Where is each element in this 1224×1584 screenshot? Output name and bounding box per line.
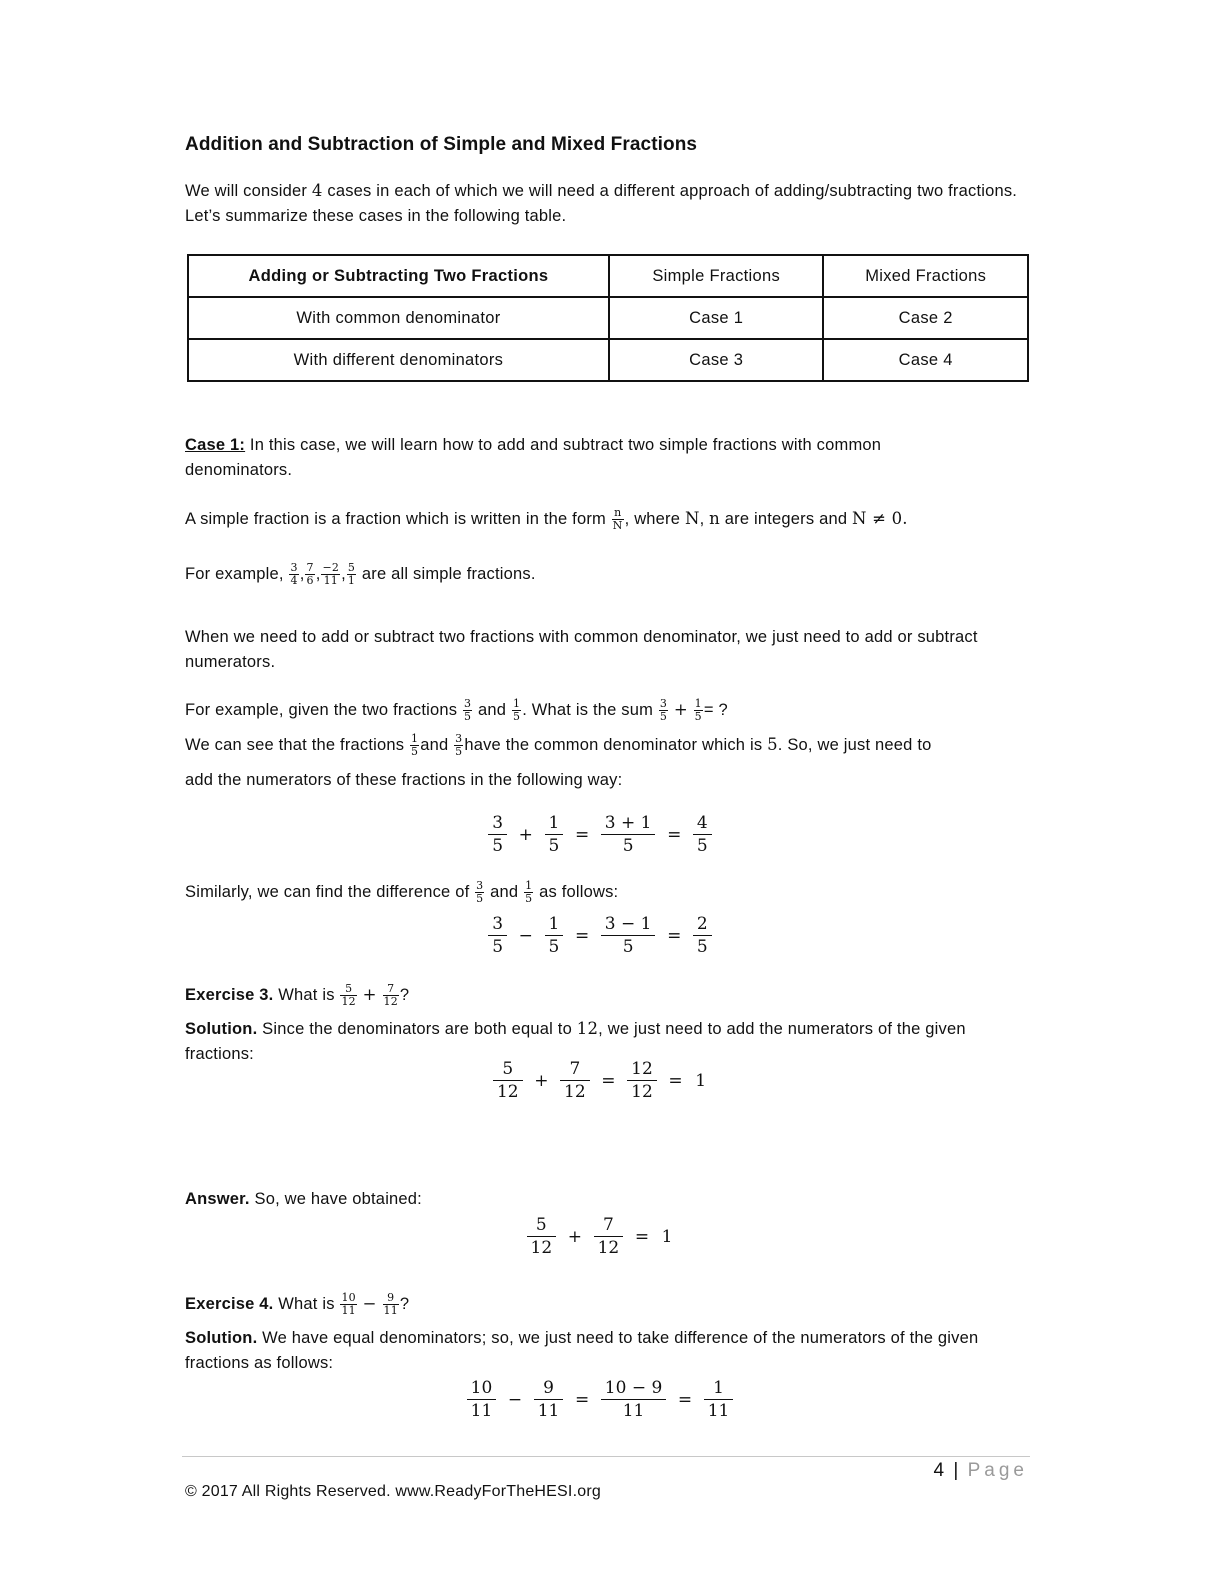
exercise3-solution: Solution. Since the denominators are both equal to 12, we just need to add the numerators of the given fractions: [185,1019,966,1063]
inline-fraction: $\frac{5}{12}$ [341,982,356,1009]
inline-fraction: $\frac{7}{12}$ [383,982,398,1009]
variable-n: n [709,509,720,528]
rule-paragraph: When we need to add or subtract two fractions with common denominator, we just need to add or subtract numerators. [185,628,978,671]
case1-label: Case 1: [185,436,246,454]
difference-paragraph: Similarly, we can find the difference of $\frac{3}{5}$ and $\frac{1}{5}$ as follows: [185,879,619,906]
inline-fraction: $\frac{1}{5}$ [512,697,521,724]
answer-paragraph: Answer. So, we have obtained: [185,1190,422,1208]
inline-fraction: $\frac{1}{5}$ [694,697,702,724]
definition-text-1: A simple fraction is a fraction which is written in the form [185,510,606,528]
page-number: 4 | Page [933,1460,1028,1481]
inline-fraction: $\frac{3}{5}$ [464,697,472,724]
inline-fraction: $\frac{7}{6}$ [306,561,314,588]
example1-prefix: For example, [185,565,284,583]
definition-paragraph [185,506,1035,532]
sum-equation: $\frac{3}{5}$ + $\frac{1}{5}$ = $\frac{3 + 1}{5}$ = $\frac{4}{5}$ [300,812,900,857]
exercise4-equation: $\frac{10}{11}$ − $\frac{9}{11}$ = $\frac{10 - 9}{11}$ = $\frac{1}{11}$ [300,1377,900,1422]
example2-line2: We can see that the fractions $\frac{1}{5}$ and $\frac{3}{5}$ have the common denominator which is 5. So, we just need to [185,732,932,759]
table-cell: With common denominator [188,297,609,339]
case1-paragraph [185,433,985,483]
difference-equation: $\frac{3}{5}$ − $\frac{1}{5}$ = $\frac{3 - 1}{5}$ = $\frac{2}{5}$ [300,913,900,958]
table-cell: Case 4 [823,339,1028,381]
inline-fraction: $\frac{3}{5}$ [659,697,668,724]
example1-paragraph: For example, $\frac{3}{4}$ , $\frac{7}{6}$ , $\frac{-2}{11}$ , $\frac{5}{1}$ are all simple fractions. [185,561,536,588]
table-cell: Case 1 [609,297,824,339]
exercise3-question: Exercise 3. What is $\frac{5}{12}$ + $\frac{7}{12}$ ? [185,982,410,1009]
intro-count: 4 [311,181,323,200]
table-header-cell: Simple Fractions [609,255,824,297]
inline-fraction: $\frac{3}{5}$ [476,879,484,906]
intro-text-1: We will consider [185,182,308,200]
answer-label: Answer. [185,1190,250,1208]
table-header-cell: Adding or Subtracting Two Fractions [188,255,609,297]
answer-equation: $\frac{5}{12}$ + $\frac{7}{12}$ = 1 [300,1214,900,1259]
inline-fraction: $\frac{1}{5}$ [525,879,533,906]
exercise4-question: Exercise 4. What is $\frac{10}{11}$ − $\frac{9}{11}$ ? [185,1291,410,1318]
table-header-cell: Mixed Fractions [823,255,1028,297]
example2-line1: For example, given the two fractions $\frac{3}{5}$ and $\frac{1}{5}$ . What is the sum $\frac{3}{5}$ + $\frac{1}{5}$ = ? [185,697,728,724]
exercise4-solution: Solution. We have equal denominators; so, we just need to take difference of the numerators of the given fractions as follows: [185,1329,979,1372]
exercise3-label: Exercise 3. [185,986,274,1004]
example1-suffix: are all simple fractions. [361,565,536,583]
variable-N: N [684,509,700,528]
table-cell: Case 2 [823,297,1028,339]
copyright-notice: © 2017 All Rights Reserved. www.ReadyForTheHESI.org [185,1483,601,1500]
table-header-row [188,255,1028,297]
inline-fraction: $\frac{3}{5}$ [455,732,463,759]
definition-text-3: are integers and [724,510,848,528]
cases-table [187,254,1029,382]
page-title: Addition and Subtraction of Simple and Mixed Fractions [185,134,698,155]
inline-fraction: $\frac{1}{5}$ [411,732,419,759]
case1-text: In this case, we will learn how to add and subtract two simple fractions with common denominators. [185,436,882,479]
inline-fraction: $\frac{n}{N}$ [612,506,623,533]
exercise3-equation: $\frac{5}{12}$ + $\frac{7}{12}$ = $\frac{12}{12}$ = 1 [300,1058,900,1103]
solution-label: Solution. [185,1020,258,1038]
table-row [188,297,1028,339]
definition-comma: , [699,510,705,528]
inline-fraction: $\frac{5}{1}$ [347,561,356,588]
table-cell: Case 3 [609,339,824,381]
solution-label: Solution. [185,1329,258,1347]
inline-fraction: $\frac{9}{11}$ [383,1291,398,1318]
definition-text-2: , where [624,510,681,528]
table-row [188,339,1028,381]
definition-condition: N ≠ 0. [852,509,908,528]
example2-line3: add the numerators of these fractions in the following way: [185,771,623,789]
intro-text-2: cases in each of which we will need a different approach of adding/subtracting two fractions. Let’s summarize these cases in the following table. [185,182,1018,225]
table-cell: With different denominators [188,339,609,381]
inline-fraction: $\frac{3}{4}$ [290,561,298,588]
inline-fraction: $\frac{10}{11}$ [341,1291,356,1318]
exercise4-label: Exercise 4. [185,1295,274,1313]
intro-paragraph [185,178,1035,229]
footer-divider [182,1456,1030,1457]
inline-fraction: $\frac{-2}{11}$ [322,561,340,588]
